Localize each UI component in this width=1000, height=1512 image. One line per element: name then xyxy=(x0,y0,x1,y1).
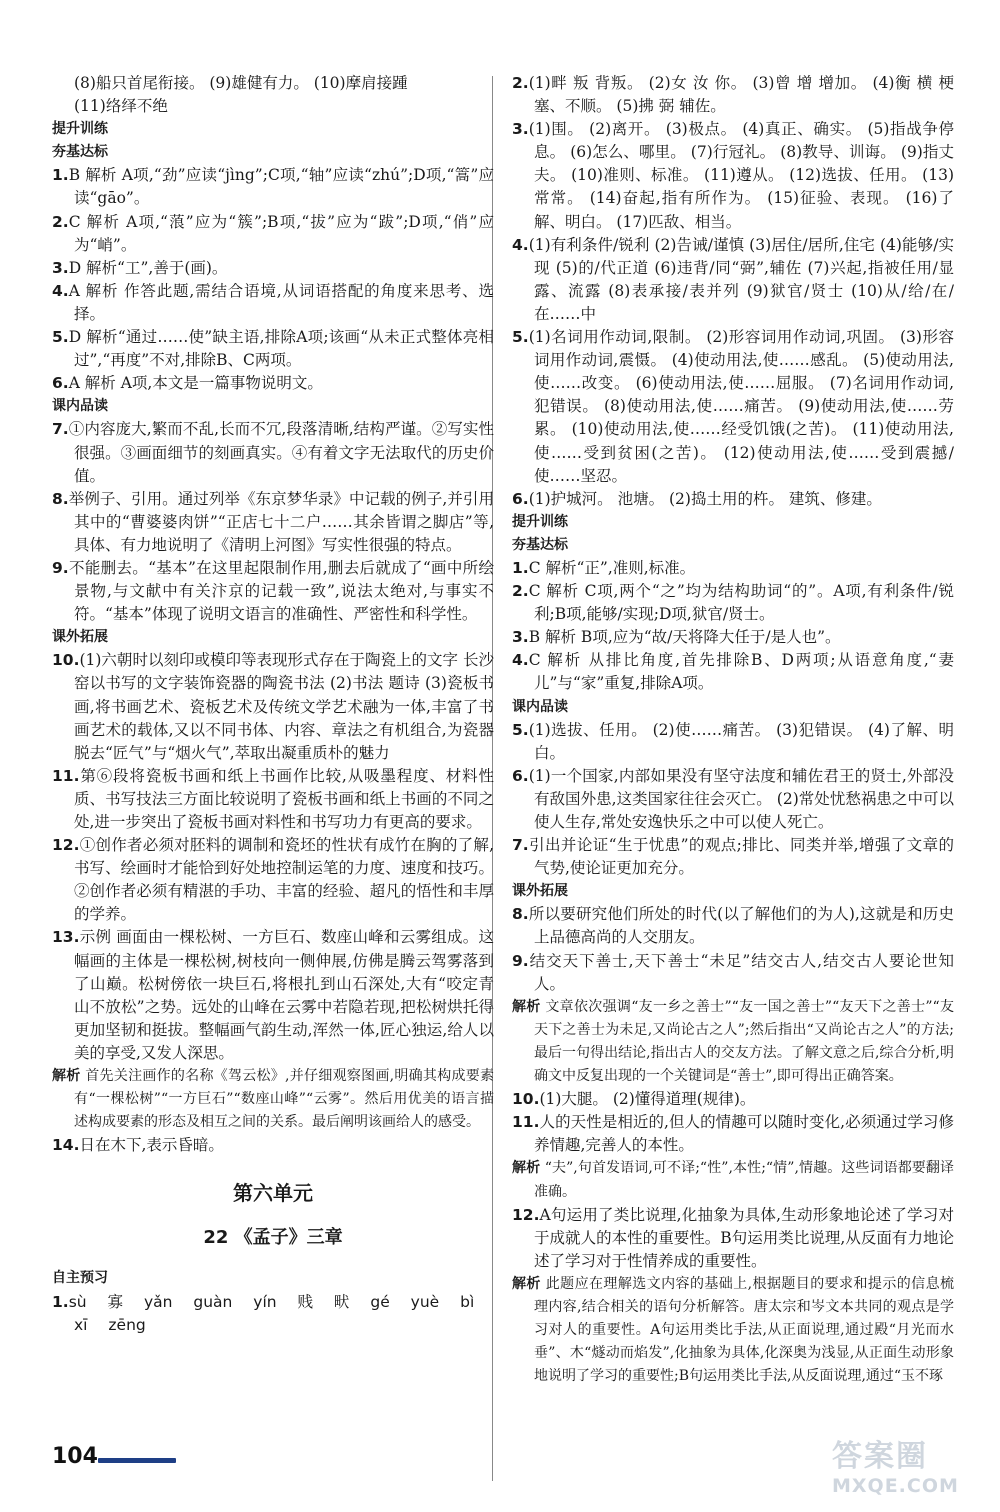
watermark-logo xyxy=(832,1440,982,1506)
answer-text: D 解析“通过……使”缺主语,排除A项;该画“从未正式整体亮相过”,“再度”不对,排除B、C两项。 xyxy=(68,328,494,370)
question-number: 2. xyxy=(52,212,69,231)
answer-entry xyxy=(512,1088,954,1111)
analysis-text: 文章依次强调“友一乡之善士”“友一国之善士”“友天下之善士”“友天下之善士为未足,又尚论古之人”;然后指出“又尚论古之人”的方法;最后一句得出结论,指出古人的交友方法。了解文意之后,综合分析,明确文中反复出现的一个关键词是“善士”,即可得出正确答案。 xyxy=(534,998,954,1085)
pinyin-line xyxy=(52,1314,494,1337)
answer-entry xyxy=(52,1134,494,1157)
question-number: 11. xyxy=(52,766,80,785)
answer-entry xyxy=(512,719,954,765)
question-number: 13. xyxy=(52,928,80,947)
answer-text: (1)护城河。 池塘。 (2)捣土用的杵。 建筑、修建。 xyxy=(528,489,882,508)
answer-entry xyxy=(52,765,494,834)
question-number: 5. xyxy=(52,328,69,347)
question-number: 8. xyxy=(52,489,69,508)
section-heading: 课外拓展 xyxy=(52,629,108,646)
answer-text: 所以要研究他们所处的时代(以了解他们的为人),这就是和历史上品德高尚的人交朋友。 xyxy=(528,905,954,947)
answer-text: ①创作者必须对胚料的调制和瓷坯的性状有成竹在胸的了解,书写、绘画时才能恰到好处地控制运笔的力度、速度和技巧。②创作者必须有精湛的手功、丰富的经验、超凡的悟性和丰厚的学养。 xyxy=(74,836,494,924)
question-number: 3. xyxy=(52,258,69,277)
answer-text: C 解析 A项,“蒗”应为“簇”;B项,“拔”应为“跋”;D项,“俏”应为“峭”。 xyxy=(68,212,494,254)
answer-text: (1)有利条件/锐利 (2)告诫/谨慎 (3)居住/居所,住宅 (4)能够/实现 (5)的/代正道 (6)违背/同“弼”,辅佐 (7)兴起,指被任用/显露、流露 (8)表承接/表并列 (9)狱官/贤士 (10)从/给/在/在……中 xyxy=(528,235,954,323)
analysis-note xyxy=(52,1065,494,1134)
answer-text: C 解析“正”,准则,标准。 xyxy=(528,558,696,577)
section-heading: 夯基达标 xyxy=(512,536,568,553)
watermark-top: 答案圈 xyxy=(832,1439,928,1474)
analysis-label: 解析 xyxy=(512,1160,541,1177)
answer-text: C 解析 从排比角度,首先排除B、D两项;从语意角度,“妻儿”与“家”重复,排除A项。 xyxy=(528,651,954,693)
answer-entry xyxy=(52,649,494,764)
answer-entry xyxy=(512,1204,954,1273)
section-heading: 课内品读 xyxy=(512,698,568,715)
answer-entry xyxy=(52,164,494,210)
answer-text: (1)选拔、任用。 (2)使……痛苦。 (3)犯错误。 (4)了解、明白。 xyxy=(528,720,954,762)
analysis-label: 解析 xyxy=(512,998,541,1015)
answer-entry xyxy=(512,118,954,233)
answer-entry xyxy=(52,926,494,1065)
question-number: 6. xyxy=(512,489,529,508)
lesson-title: 22 《孟子》三章 xyxy=(203,1227,343,1249)
answer-text: (1)六朝时以刻印或模印等表现形式存在于陶瓷上的文字 长沙窑以书写的文字装饰瓷器的陶瓷书法 (2)书法 题诗 (3)瓷板书画,将书画艺术、瓷板艺术及传统文学艺术融为一体,丰富了书画艺术的载体,又以不同书体、内容、章法之有机组合,为瓷器脱去“匠气”与“烟火气”,萃取出凝重质朴的魅力 xyxy=(74,651,494,762)
question-number: 4. xyxy=(512,235,529,254)
section-heading: 夯基达标 xyxy=(52,144,108,161)
right-column xyxy=(512,72,954,1388)
answer-entry xyxy=(512,580,954,626)
answer-text: 示例 画面由一棵松树、一方巨石、数座山峰和云雾组成。这幅画的主体是一棵松树,树枝向一侧伸展,仿佛是腾云驾雾落到了山巅。松树傍依一块巨石,将根扎到山石深处,大有“咬定青山不放松”之势。远处的山峰在云雾中若隐若现,把松树烘托得更加坚韧和挺拔。整幅画气韵生动,浑然一体,匠心独运,给人以美的享受,又发人深思。 xyxy=(74,928,494,1062)
answer-text: 结交天下善士,天下善士“未足”结交古人,结交古人要论世知人。 xyxy=(528,951,954,993)
answer-text: B 解析 B项,应为“故/天将降大任于/是人也”。 xyxy=(528,628,841,647)
question-number: 7. xyxy=(52,420,69,439)
answer-entry xyxy=(52,95,494,118)
answer-text: 引出并论证“生于忧患”的观点;排比、同类并举,增强了文章的气势,使论证更加充分。 xyxy=(528,836,954,878)
answer-text: 第⑥段将瓷板书画和纸上书画作比较,从吸墨程度、材料性质、书写技法三方面比较说明了瓷板书画和纸上书画的不同之处,进一步突出了瓷板书画对料性和书写功力有更高的要求。 xyxy=(74,766,494,831)
question-number: 2. xyxy=(512,74,529,92)
answer-text: A 解析 作答此题,需结合语境,从词语搭配的角度来思考、选择。 xyxy=(68,281,494,323)
question-number: 3. xyxy=(512,628,529,647)
answer-text: 日在木下,表示昏暗。 xyxy=(79,1136,224,1155)
question-number: 8. xyxy=(512,905,529,924)
question-number: 5. xyxy=(512,328,529,347)
section-heading: 自主预习 xyxy=(52,1270,108,1287)
section-heading: 提升训练 xyxy=(512,513,568,530)
watermark-bottom: MXQE.COM xyxy=(832,1475,959,1497)
answer-entry xyxy=(52,488,494,557)
answer-text: sù 寡 yǎn guàn yín 贱 畎 gé yuè bì xyxy=(68,1292,475,1311)
answer-text: 人的天性是相近的,但人的情趣可以随时变化,必须通过学习修养情趣,完善人的本性。 xyxy=(534,1113,954,1155)
analysis-note xyxy=(512,1273,954,1388)
answer-entry xyxy=(512,557,954,580)
question-number: 7. xyxy=(512,836,529,855)
page-number: 104 xyxy=(52,1444,98,1469)
question-number: 12. xyxy=(52,836,80,855)
question-number: 6. xyxy=(52,374,69,393)
answer-entry xyxy=(512,326,954,488)
question-number: 3. xyxy=(512,120,529,139)
page-number-rule xyxy=(98,1458,176,1463)
answer-entry xyxy=(512,1111,954,1157)
answer-text: 不能删去。“基本”在这里起限制作用,删去后就成了“画中所绘景物,与文献中有关汴京的记载一致”,说法太绝对,与事实不符。“基本”体现了说明文语言的准确性、严密性和科学性。 xyxy=(68,558,494,624)
answer-entry xyxy=(512,649,954,695)
answer-entry xyxy=(52,834,494,926)
answer-text: A 解析 A项,本文是一篇事物说明文。 xyxy=(68,374,323,393)
analysis-label: 解析 xyxy=(52,1068,81,1085)
answer-entry xyxy=(52,280,494,326)
answer-text: (1)畔 叛 背叛。 (2)女 汝 你。 (3)曾 增 增加。 (4)衡 横 梗塞、不顺。 (5)拂 弼 辅佐。 xyxy=(528,74,954,116)
answer-entry xyxy=(52,211,494,257)
answer-text: 举例子、引用。通过列举《东京梦华录》中记载的例子,并引用其中的“曹婆婆肉饼”“正店七十二户……其余皆谓之脚店”等,具体、有力地说明了《清明上河图》写实性很强的特点。 xyxy=(68,489,494,554)
question-number: 12. xyxy=(512,1205,540,1224)
question-number: 9. xyxy=(512,951,529,970)
answer-entry xyxy=(512,234,954,326)
answer-text: (1)名词用作动词,限制。 (2)形容词用作动词,巩固。 (3)形容词用作动词,震慑。 (4)使动用法,使……感乱。 (5)使动用法,使……改变。 (6)使动用法,使……屈服。 (7)名词用作动词,犯错误。 (8)使动用法,使……痛苦。 (9)使动用法,使……劳累。 (10)使动用法,使……经受饥饿(之苦)。 (11)使动用法,使……受到贫困(之苦)。 (12)使动用法,使……受到震撼/使……坚忍。 xyxy=(528,328,954,485)
answer-entry xyxy=(512,765,954,834)
answer-entry xyxy=(512,950,954,996)
question-number: 9. xyxy=(52,558,69,577)
question-number: 14. xyxy=(52,1136,80,1155)
analysis-text: 此题应在理解选文内容的基础上,根据题目的要求和提示的信息梳理内容,结合相关的语句分析解答。唐太宗和岑文本共同的观点是学习对人的重要性。A句运用类比手法,从正面说理,通过殿“月光而水垂”、木“燧动而焰发”,化抽象为具体,化深奥为浅显,从正面生动形象地说明了学习的重要性;B句运用类比手法,从反面说理,通过“玉不琢 xyxy=(534,1275,955,1385)
answer-text: (1)一个国家,内部如果没有坚守法度和辅佐君王的贤士,外部没有敌国外患,这类国家往往会灭亡。 (2)常处忧愁祸患之中可以使人生存,常处安逸快乐之中可以使人死亡。 xyxy=(528,766,954,831)
section-heading: 提升训练 xyxy=(52,121,108,138)
answer-entry xyxy=(52,257,494,280)
question-number: 1. xyxy=(512,558,529,577)
answer-entry xyxy=(512,488,954,511)
question-number: 1. xyxy=(52,1292,69,1311)
answer-entry xyxy=(52,557,494,626)
answer-entry xyxy=(52,372,494,395)
answer-text: B 解析 A项,“劲”应读“jìng”;C项,“轴”应读“zhú”;D项,“篙”应读“gāo”。 xyxy=(68,166,494,208)
analysis-text: 首先关注画作的名称《驾云松》,并仔细观察图画,明确其构成要素有“一棵松树”“一方巨石”“数座山峰”“云雾”。然后用优美的语言描述构成要素的形态及相互之间的关系。最后阐明该画给人的感受。 xyxy=(74,1068,495,1131)
question-number: 5. xyxy=(512,720,529,739)
section-heading: 课内品读 xyxy=(52,398,108,415)
answer-entry xyxy=(512,834,954,880)
answer-text: (8)船只首尾衔接。 (9)雄健有力。 (10)摩肩接踵 xyxy=(74,74,408,92)
pinyin-line xyxy=(52,1291,494,1314)
answer-entry xyxy=(512,626,954,649)
answer-text: (1)围。 (2)离开。 (3)极点。 (4)真正、确实。 (5)指战争停息。 (6)怎么、哪里。 (7)行冠礼。 (8)教导、训诲。 (9)指丈夫。 (10)准则、标准。 (11)遵从。 (12)选拔、任用。 (13)常常。 (14)奋起,指有所作为。 (15)征验、表现。 (16)了解、明白。 (17)匹敌、相当。 xyxy=(528,120,954,231)
analysis-label: 解析 xyxy=(512,1275,541,1292)
question-number: 4. xyxy=(512,651,529,670)
question-number: 1. xyxy=(52,166,69,185)
section-heading: 课外拓展 xyxy=(512,883,568,900)
answer-entry xyxy=(512,72,954,118)
question-number: 10. xyxy=(52,651,80,670)
question-number: 10. xyxy=(512,1090,540,1109)
question-number: 4. xyxy=(52,281,69,300)
answer-entry xyxy=(52,326,494,372)
answer-text: C 解析 C项,两个“之”均为结构助词“的”。A项,有利条件/锐利;B项,能够/实现;D项,狱官/贤士。 xyxy=(528,582,954,624)
question-number: 11. xyxy=(512,1113,540,1132)
answer-entry xyxy=(52,418,494,487)
question-number: 2. xyxy=(512,582,529,601)
answer-entry xyxy=(52,72,494,95)
answer-text: A句运用了类比说理,化抽象为具体,生动形象地论述了学习对于成就人的本性的重要性。B句运用类比说理,从反面有力地论述了学习对于性情养成的重要性。 xyxy=(534,1205,954,1270)
analysis-text: “夫”,句首发语词,可不译;“性”,本性;“情”,情趣。这些词语都要翻译准确。 xyxy=(534,1160,955,1200)
left-column xyxy=(52,72,494,1337)
answer-text: D 解析“工”,善于(画)。 xyxy=(68,258,228,277)
analysis-note xyxy=(512,1157,954,1203)
question-number: 6. xyxy=(512,766,529,785)
answer-text: xī zēng xyxy=(74,1315,146,1334)
answer-text: (11)络绎不绝 xyxy=(74,97,168,116)
answer-text: ①内容庞大,繁而不乱,长而不冗,段落清晰,结构严谨。②写实性很强。③画面细节的刻画真实。④有着文字无法取代的历史价值。 xyxy=(68,420,494,485)
unit-title: 第六单元 xyxy=(233,1181,313,1206)
answer-text: (1)大腿。 (2)懂得道理(规律)。 xyxy=(539,1090,756,1109)
analysis-note xyxy=(512,996,954,1088)
answer-entry xyxy=(512,903,954,949)
